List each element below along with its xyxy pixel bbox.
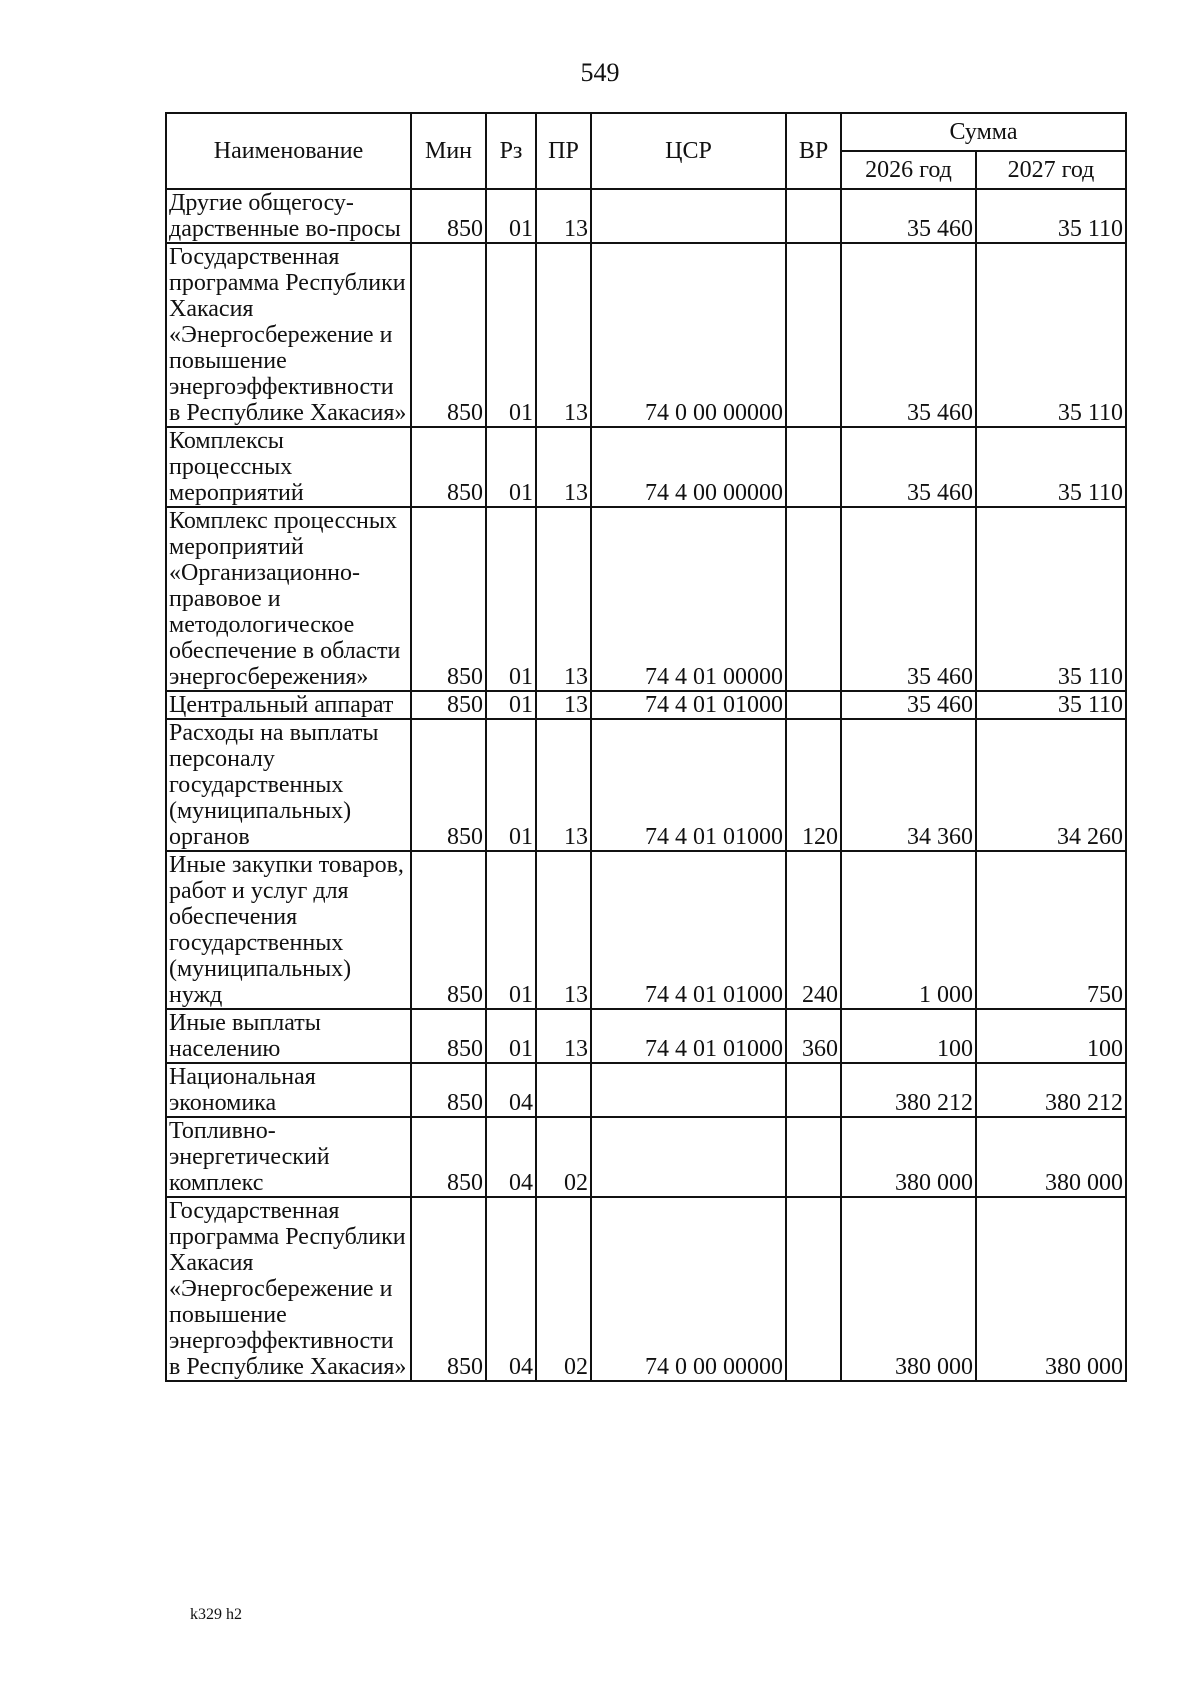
cell-min: 850: [411, 1009, 486, 1063]
table-row: [166, 243, 1126, 427]
cell-y2026: 380 000: [841, 1197, 976, 1381]
header-rz: Рз: [486, 113, 536, 189]
table-row: [166, 1197, 1126, 1381]
table-row: [166, 1117, 1126, 1197]
table-row: [166, 719, 1126, 851]
footer-code: k329 h2: [190, 1606, 242, 1623]
cell-vr: 360: [786, 1009, 841, 1063]
cell-csr: [591, 189, 786, 243]
cell-vr: [786, 243, 841, 427]
cell-y2026: 35 460: [841, 427, 976, 507]
cell-name: Комплексы процессных мероприятий: [166, 427, 411, 507]
cell-pr: 13: [536, 427, 591, 507]
cell-pr: 02: [536, 1197, 591, 1381]
cell-csr: [591, 1063, 786, 1117]
cell-y2026: 35 460: [841, 243, 976, 427]
cell-y2027: 35 110: [976, 507, 1126, 691]
cell-min: 850: [411, 1117, 486, 1197]
table-row: [166, 507, 1126, 691]
cell-y2026: 380 212: [841, 1063, 976, 1117]
cell-y2027: 100: [976, 1009, 1126, 1063]
cell-csr: [591, 1117, 786, 1197]
cell-min: 850: [411, 189, 486, 243]
cell-vr: [786, 1063, 841, 1117]
cell-name: Центральный аппарат: [166, 691, 411, 719]
cell-name: Другие общегосу-дарственные во-просы: [166, 189, 411, 243]
cell-y2026: 35 460: [841, 691, 976, 719]
cell-y2027: 380 000: [976, 1197, 1126, 1381]
cell-min: 850: [411, 1063, 486, 1117]
header-min: Мин: [411, 113, 486, 189]
cell-rz: 01: [486, 719, 536, 851]
header-pr: ПР: [536, 113, 591, 189]
cell-y2027: 380 000: [976, 1117, 1126, 1197]
cell-csr: 74 4 00 00000: [591, 427, 786, 507]
cell-csr: 74 4 01 00000: [591, 507, 786, 691]
cell-vr: 120: [786, 719, 841, 851]
cell-rz: 01: [486, 1009, 536, 1063]
table-row: [166, 691, 1126, 719]
cell-y2027: 35 110: [976, 691, 1126, 719]
cell-y2026: 35 460: [841, 189, 976, 243]
cell-pr: [536, 1063, 591, 1117]
cell-min: 850: [411, 691, 486, 719]
cell-csr: 74 0 00 00000: [591, 243, 786, 427]
cell-rz: 01: [486, 427, 536, 507]
cell-vr: [786, 427, 841, 507]
cell-rz: 01: [486, 691, 536, 719]
cell-vr: [786, 1197, 841, 1381]
cell-rz: 01: [486, 507, 536, 691]
table-row: [166, 1063, 1126, 1117]
cell-y2027: 750: [976, 851, 1126, 1009]
cell-min: 850: [411, 243, 486, 427]
cell-pr: 02: [536, 1117, 591, 1197]
cell-rz: 01: [486, 851, 536, 1009]
cell-pr: 13: [536, 243, 591, 427]
cell-min: 850: [411, 507, 486, 691]
header-row: [166, 113, 1126, 151]
cell-csr: 74 0 00 00000: [591, 1197, 786, 1381]
cell-csr: 74 4 01 01000: [591, 851, 786, 1009]
header-csr: ЦСР: [591, 113, 786, 189]
cell-rz: 01: [486, 243, 536, 427]
cell-rz: 04: [486, 1063, 536, 1117]
cell-csr: 74 4 01 01000: [591, 719, 786, 851]
cell-min: 850: [411, 851, 486, 1009]
cell-y2027: 35 110: [976, 189, 1126, 243]
cell-pr: 13: [536, 691, 591, 719]
cell-name: Государственная программа Республики Хакасия «Энергосбережение и повышение энергоэффективности в Республике Хакасия»: [166, 1197, 411, 1381]
cell-vr: [786, 189, 841, 243]
cell-y2026: 34 360: [841, 719, 976, 851]
cell-y2026: 380 000: [841, 1117, 976, 1197]
cell-y2027: 380 212: [976, 1063, 1126, 1117]
budget-table: [165, 112, 1127, 1382]
cell-pr: 13: [536, 719, 591, 851]
cell-pr: 13: [536, 851, 591, 1009]
cell-min: 850: [411, 427, 486, 507]
cell-pr: 13: [536, 507, 591, 691]
cell-pr: 13: [536, 1009, 591, 1063]
cell-vr: [786, 1117, 841, 1197]
table-body: [166, 189, 1126, 1381]
cell-name: Топливно-энергетический комплекс: [166, 1117, 411, 1197]
table-row: [166, 1009, 1126, 1063]
header-name: Наименование: [166, 113, 411, 189]
cell-vr: [786, 691, 841, 719]
cell-vr: [786, 507, 841, 691]
cell-rz: 04: [486, 1117, 536, 1197]
table-row: [166, 427, 1126, 507]
cell-rz: 04: [486, 1197, 536, 1381]
header-vr: ВР: [786, 113, 841, 189]
cell-csr: 74 4 01 01000: [591, 691, 786, 719]
cell-name: Комплекс процессных мероприятий «Организационно-правовое и методологическое обеспечение в области энергосбережения»: [166, 507, 411, 691]
header-2027: 2027 год: [976, 151, 1126, 189]
cell-min: 850: [411, 1197, 486, 1381]
cell-y2026: 100: [841, 1009, 976, 1063]
cell-csr: 74 4 01 01000: [591, 1009, 786, 1063]
cell-vr: 240: [786, 851, 841, 1009]
page-number: 549: [580, 58, 620, 87]
cell-name: Иные закупки товаров, работ и услуг для обеспечения государственных (муниципальных) нужд: [166, 851, 411, 1009]
cell-name: Иные выплаты населению: [166, 1009, 411, 1063]
cell-pr: 13: [536, 189, 591, 243]
table-row: [166, 189, 1126, 243]
header-sum: Сумма: [841, 113, 1126, 151]
cell-y2027: 34 260: [976, 719, 1126, 851]
cell-y2026: 1 000: [841, 851, 976, 1009]
header-2026: 2026 год: [841, 151, 976, 189]
cell-name: Расходы на выплаты персоналу государственных (муниципальных) органов: [166, 719, 411, 851]
cell-rz: 01: [486, 189, 536, 243]
cell-y2027: 35 110: [976, 243, 1126, 427]
cell-y2027: 35 110: [976, 427, 1126, 507]
cell-name: Национальная экономика: [166, 1063, 411, 1117]
cell-name: Государственная программа Республики Хакасия «Энергосбережение и повышение энергоэффективности в Республике Хакасия»: [166, 243, 411, 427]
table-row: [166, 851, 1126, 1009]
cell-min: 850: [411, 719, 486, 851]
cell-y2026: 35 460: [841, 507, 976, 691]
